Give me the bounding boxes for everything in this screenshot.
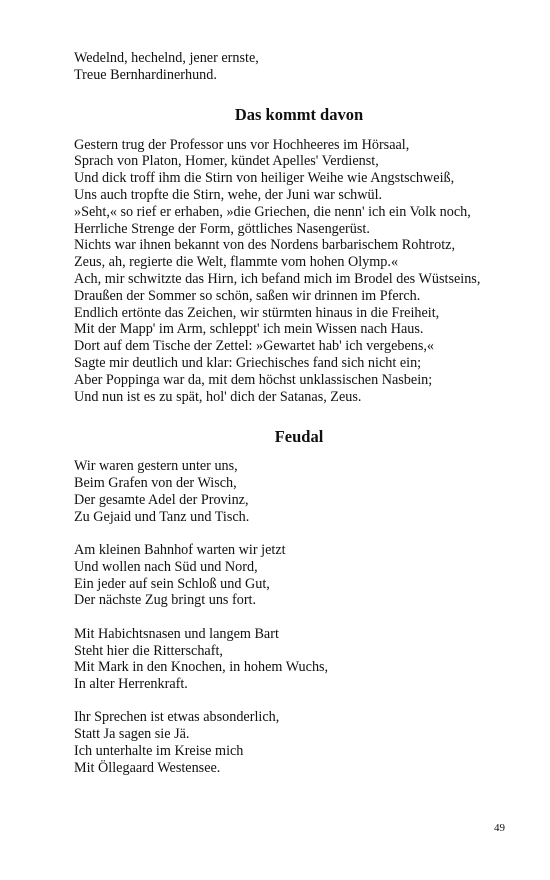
intro-stanza <box>74 50 524 84</box>
verse-line: Ich unterhalte im Kreise mich <box>74 743 244 759</box>
verse-line: Ihr Sprechen ist etwas absonderlich, <box>74 709 280 726</box>
verse-line: Draußen der Sommer so schön, saßen wir drinnen im Pferch. <box>74 287 421 304</box>
stanza <box>74 709 524 776</box>
stanza <box>74 626 524 693</box>
verse-line: Dort auf dem Tische der Zettel: »Gewartet hab' ich vergebens,« <box>74 338 435 355</box>
verse-line: Ach, mir schwitzte das Hirn, ich befand mich im Brodel des Wüstseins, <box>74 270 481 287</box>
verse-line: Und nun ist es zu spät, hol' dich der Satanas, Zeus. <box>74 388 362 405</box>
verse-line: Beim Grafen von der Wisch, <box>74 475 237 492</box>
verse-line: Der nächste Zug bringt uns fort. <box>74 592 257 609</box>
verse-line: »Seht,« so rief er erhaben, »die Griechen, die nenn' ich ein Volk noch, <box>74 203 471 220</box>
verse-line: Wir waren gestern unter uns, <box>74 458 238 475</box>
verse-line: Wedelnd, hechelnd, jener ernste, <box>74 50 259 66</box>
poem-body <box>74 137 524 406</box>
poem-body <box>74 458 524 776</box>
verse-line: Herrliche Strenge der Form, göttliches Nasengerüst. <box>74 220 370 237</box>
verse-line: Sprach von Platon, Homer, kündet Apelles' Verdienst, <box>74 153 379 170</box>
verse-line: Mit Öllegaard Westensee. <box>74 759 221 776</box>
verse-line: Treue Bernhardinerhund. <box>74 66 217 83</box>
verse-line: Sagte mir deutlich und klar: Griechisches fand sich nicht ein; <box>74 354 422 371</box>
verse-line: Mit Mark in den Knochen, in hohem Wuchs, <box>74 659 329 676</box>
poem-title: Das kommt davon <box>234 104 364 124</box>
verse-line: In alter Herrenkraft. <box>74 676 188 693</box>
verse-line: Am kleinen Bahnhof warten wir jetzt <box>74 542 286 559</box>
verse-line: Gestern trug der Professor uns vor Hochheeres im Hörsaal, <box>74 136 410 153</box>
page-number: 49 <box>494 822 505 834</box>
verse-line: Nichts war ihnen bekannt von des Nordens barbarischem Rohtrotz, <box>74 237 455 254</box>
verse-line: Aber Poppinga war da, mit dem höchst unklassischen Nasbein; <box>74 371 433 388</box>
verse-line: Der gesamte Adel der Provinz, <box>74 491 249 508</box>
stanza <box>74 542 524 609</box>
verse-line: Uns auch tropfte die Stirn, wehe, der Juni war schwül. <box>74 186 383 203</box>
poem-title: Feudal <box>274 427 324 447</box>
page-content <box>74 50 524 777</box>
verse-line: Ein jeder auf sein Schloß und Gut, <box>74 575 270 592</box>
stanza <box>74 458 524 525</box>
verse-line: Mit der Mapp' im Arm, schleppt' ich mein Wissen nach Haus. <box>74 321 424 338</box>
verse-line: Steht hier die Ritterschaft, <box>74 642 223 659</box>
verse-line: Zu Gejaid und Tanz und Tisch. <box>74 508 250 525</box>
verse-line: Statt Ja sagen sie Jä. <box>74 726 190 743</box>
verse-line: Mit Habichtsnasen und langem Bart <box>74 625 279 642</box>
verse-line: Und dick troff ihm die Stirn von heiliger Weihe wie Angstschweiß, <box>74 170 455 187</box>
verse-line: Und wollen nach Süd und Nord, <box>74 558 258 575</box>
verse-line: Zeus, ah, regierte die Welt, flammte vom hohen Olymp.« <box>74 254 399 271</box>
verse-line: Endlich ertönte das Zeichen, wir stürmten hinaus in die Freiheit, <box>74 304 440 321</box>
